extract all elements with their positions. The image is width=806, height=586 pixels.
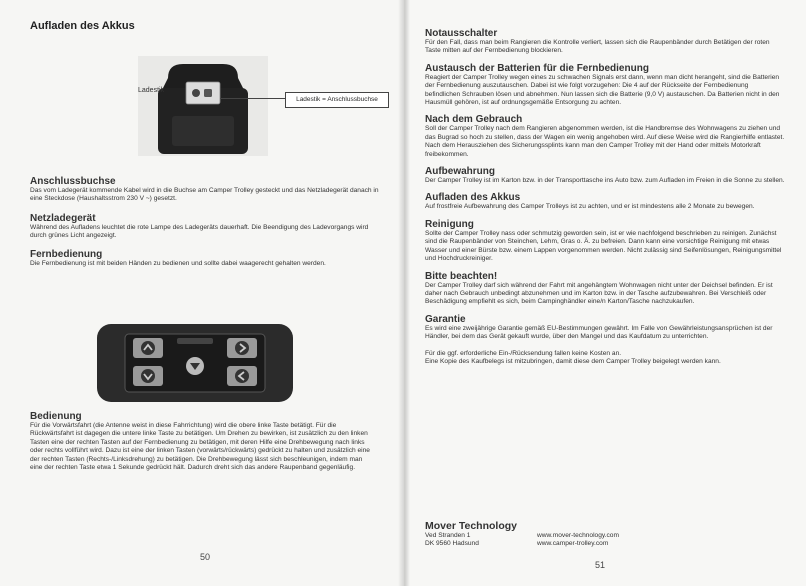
- section-text-nach-gebrauch: Soll der Camper Trolley nach dem Rangieren abgenommen werden, ist die Handbremse des Wohnwagens zu ziehen und das Bugrad so hoch zu stellen, dass der Wagen ein wenig angehoben wird. Auf diese Weise wird die Rangierhilfe entlastet. Nach dem Herausziehen des Sicherungssplints kann man den Camper Trolley mit der Hand oder mittels Motorkraft freibekommen.: [425, 125, 785, 158]
- section-text-netzladegeraet: Während des Aufladens leuchtet die rote Lampe des Ladegeräts dauerhaft. Die Beendigung des Ladevorgangs wird durch grünes Licht angezeigt.: [30, 223, 369, 240]
- socket-panel: [186, 82, 220, 104]
- callout-line: [220, 98, 285, 99]
- section-heading-bitte-beachten: Bitte beachten!: [425, 270, 498, 282]
- company-name: Mover Technology: [425, 520, 517, 532]
- section-heading-netzladegeraet: Netzladegerät: [30, 212, 96, 224]
- section-text-reinigung: Sollte der Camper Trolley nass oder schmutzig geworden sein, ist er wie nachfolgend beschrieben zu reinigen. Zunächst sind die Raupenbänder von Steinchen, Lehm, Gras o. Ä. zu befreien. Dann kann eine vorsichtige Reinigung mit etwas Wasser und einer Bürste bzw. einem Lappen vorgenommen werden. Nicht zulässig sind Seifenlösungen, Reinigungsmittel und Hochdruckreiniger.: [425, 229, 782, 263]
- section-heading-notausschalter: Notausschalter: [425, 28, 498, 39]
- section-text-aufladen: Auf frostfreie Aufbewahrung des Camper Trolleys ist zu achten, und er ist mindestens alle 2 Monate zu bewegen.: [425, 203, 755, 211]
- socket-icon: [192, 89, 200, 97]
- company-web: [537, 532, 619, 549]
- section-heading-reinigung: Reinigung: [425, 218, 474, 230]
- company-street: Ved Stranden 1: [425, 532, 471, 539]
- right-page: [403, 0, 806, 586]
- section-text-notausschalter: Für den Fall, dass man beim Rangieren die Kontrolle verliert, lassen sich die Raupenbänder durch Betätigen der roten Taste mitten auf der Fernbedienung blockieren.: [425, 39, 770, 55]
- section-text-anschlussbuchse: Das vom Ladegerät kommende Kabel wird in die Buchse am Camper Trolley gesteckt und das Netzladegerät danach in eine Steckdose (Haushaltsstrom 230 V ~) gesetzt.: [30, 187, 379, 203]
- section-heading-aufbewahrung: Aufbewahrung: [425, 166, 495, 178]
- right-sections: [425, 28, 785, 366]
- left-sections: [30, 176, 380, 268]
- company-city: DK 9560 Hadsund: [425, 540, 479, 548]
- switch-icon: [204, 89, 212, 97]
- company-web-1[interactable]: www.mover-technology.com: [537, 532, 619, 539]
- section-heading-batterien: Austausch der Batterien für die Fernbedienung: [425, 62, 649, 74]
- page-number-left: 50: [200, 552, 211, 562]
- company-block: [425, 513, 785, 549]
- garantie-extra-2: Eine Kopie des Kaufbelegs ist mitzubringen, damit diese dem Camper Trolley beigelegt werden kann.: [425, 357, 721, 365]
- callout-box: Ladestik = Anschlussbuchse: [285, 92, 389, 108]
- company-web-2[interactable]: www.camper-trolley.com: [537, 540, 609, 548]
- section-heading-garantie: Garantie: [425, 313, 466, 325]
- left-page-title: Aufladen des Akkus: [30, 20, 135, 32]
- charger-photo: [138, 56, 268, 156]
- bedienung-section: [30, 411, 375, 472]
- photo-label: Ladestik: [138, 87, 165, 94]
- section-text-bitte-beachten: Der Camper Trolley darf sich während der Fahrt mit angehängtem Wohnwagen nicht unter der Deichsel befinden. Er ist daher nach Gebrauch unbedingt abzunehmen und im Karton bzw. in der Tasche aufzubewahren. Bei Verschleiß oder Beschädigung empfiehlt es sich, beim Campinghändler eine/n Karton/Tasche nachzukaufen.: [425, 281, 773, 306]
- section-text-batterien: Reagiert der Camper Trolley wegen eines zu schwachen Signals erst dann, wenn man dicht herangeht, sind die Batterien der Fernbedienung auszutauschen. Dabei ist wie folgt vorzugehen: Die 4 auf der Rückseite der Fernbedienung befindlichen Schrauben lösen und abnehmen. Nun lassen sich die Batterie (9,0 V) austauschen. Da Batterien nicht in den Hausmüll gehören, ist auf ordnungsgemäße Entsorgung zu achten.: [425, 73, 780, 107]
- section-text-aufbewahrung: Der Camper Trolley ist im Karton bzw. in der Transporttasche ins Auto bzw. zum Aufladen im Freien in die Sonne zu stellen.: [425, 177, 785, 185]
- book-gutter: [398, 0, 410, 586]
- page-number-right: 51: [595, 560, 606, 570]
- company-details: [425, 532, 785, 549]
- section-text-fernbedienung: Die Fernbedienung ist mit beiden Händen zu bedienen und sollte dabei waagerecht gehalten werden.: [30, 259, 326, 267]
- garantie-extra-1: Für die ggf. erforderliche Ein-/Rücksendung fallen keine Kosten an.: [425, 349, 622, 357]
- section-heading-nach-gebrauch: Nach dem Gebrauch: [425, 114, 523, 126]
- section-text-bedienung: Für die Vorwärtsfahrt (die Antenne weist in diese Fahrrichtung) wird die obere linke Taste betätigt. Für die Rückwärtsfahrt ist dagegen die untere linke Taste zu betätigen. Um Drehen zu bewirken, ist zusätzlich zu den linken Tasten eine der rechten Tasten auf der Fernbedienung zu betätigen, mit deren Hilfe eine Drehbewegung nach links oder rechts vollführt wird. Dazu ist eine der linken Tasten (vorwärts/rückwärts) gedrückt zu halten und zusätzlich eine der rechten Tasten (Rechts-/Linksdrehung) zu betätigen. Die Drehbewegung lässt sich beschleunigen, indem man eine der rechten Taste etwa 1 Sekunde gedrückt hält. Dadurch dreht sich das andere Raupenband gegenläufig.: [30, 422, 370, 472]
- section-heading-fernbedienung: Fernbedienung: [30, 248, 103, 260]
- remote-control-illustration: [95, 322, 295, 404]
- section-text-garantie: Es wird eine zweijährige Garantie gemäß EU-Bestimmungen gewährt. Im Falle von Gewährleistungsansprüchen ist der Händler, bei dem das Gerät gekauft wurde, über den Mangel und das Kaufdatum zu unterrichten.: [425, 324, 773, 341]
- section-heading-bedienung: Bedienung: [30, 411, 82, 422]
- company-address: [425, 532, 537, 549]
- section-heading-aufladen: Aufladen des Akkus: [425, 192, 521, 204]
- section-heading-anschlussbuchse: Anschlussbuchse: [30, 176, 116, 187]
